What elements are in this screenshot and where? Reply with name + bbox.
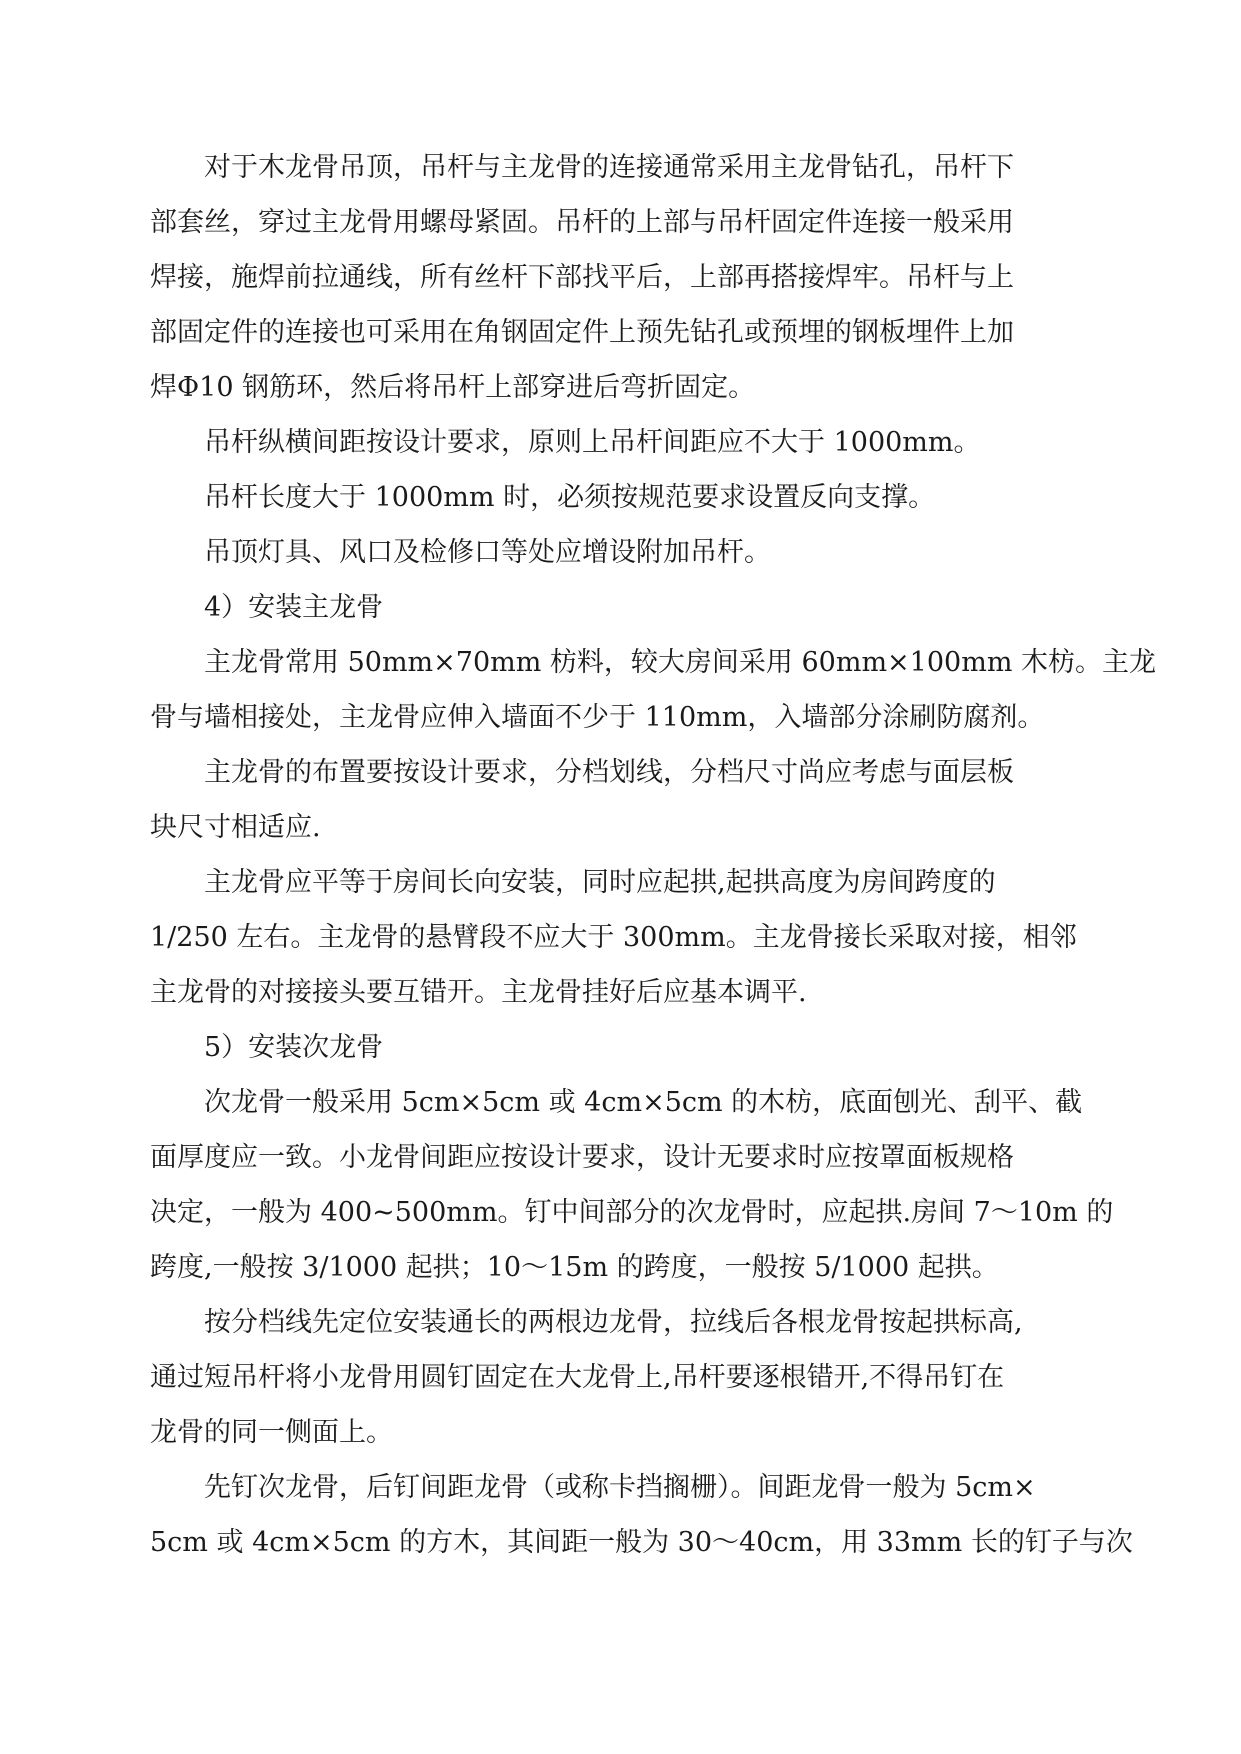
text-line: 5cm 或 4cm×5cm 的方木，其间距一般为 30～40cm，用 33mm 长的钉子与次: [150, 1527, 1133, 1558]
text-line: 骨与墙相接处，主龙骨应伸入墙面不少于 110mm，入墙部分涂刷防腐剂。: [150, 702, 1045, 733]
text-line: 面厚度应一致。小龙骨间距应按设计要求，设计无要求时应按罩面板规格: [150, 1142, 1014, 1173]
text-line: 部固定件的连接也可采用在角钢固定件上预先钻孔或预埋的钢板埋件上加: [150, 317, 1014, 348]
text-line: 部套丝，穿过主龙骨用螺母紧固。吊杆的上部与吊杆固定件连接一般采用: [150, 207, 1014, 238]
text-line: 跨度,一般按 3/1000 起拱；10～15m 的跨度，一般按 5/1000 起拱。: [150, 1252, 999, 1283]
text-line: 块尺寸相适应.: [150, 812, 321, 843]
text-line: 决定，一般为 400~500mm。钉中间部分的次龙骨时，应起拱.房间 7～10m 的: [150, 1197, 1114, 1228]
document-body: [150, 140, 1156, 1570]
text-line: 1/250 左右。主龙骨的悬臂段不应大于 300mm。主龙骨接长采取对接，相邻: [150, 922, 1077, 953]
text-line: 焊接，施焊前拉通线，所有丝杆下部找平后，上部再搭接焊牢。吊杆与上: [150, 262, 1014, 293]
text-line: 次龙骨一般采用 5cm×5cm 或 4cm×5cm 的木枋，底面刨光、刮平、截: [204, 1087, 1083, 1118]
text-line: 按分档线先定位安装通长的两根边龙骨，拉线后各根龙骨按起拱标高,: [204, 1307, 1023, 1338]
text-line: 主龙骨的对接接头要互错开。主龙骨挂好后应基本调平.: [150, 977, 807, 1008]
text-line: 通过短吊杆将小龙骨用圆钉固定在大龙骨上,吊杆要逐根错开,不得吊钉在: [150, 1362, 1005, 1393]
text-line: 主龙骨常用 50mm×70mm 枋料，较大房间采用 60mm×100mm 木枋。主龙: [204, 647, 1156, 678]
text-line: 吊顶灯具、风口及检修口等处应增设附加吊杆。: [204, 537, 771, 568]
text-line: 龙骨的同一侧面上。: [150, 1417, 393, 1448]
text-line: 焊Φ10 钢筋环，然后将吊杆上部穿进后弯折固定。: [150, 372, 756, 403]
text-line: 吊杆纵横间距按设计要求，原则上吊杆间距应不大于 1000mm。: [204, 427, 981, 458]
text-line: 吊杆长度大于 1000mm 时，必须按规范要求设置反向支撑。: [204, 482, 936, 513]
section-heading: 4）安装主龙骨: [204, 592, 384, 623]
text-line: 先钉次龙骨，后钉间距龙骨（或称卡挡搁栅）。间距龙骨一般为 5cm×: [204, 1472, 1036, 1503]
section-heading: 5）安装次龙骨: [204, 1032, 384, 1063]
text-line: 主龙骨应平等于房间长向安装，同时应起拱,起拱高度为房间跨度的: [204, 867, 996, 898]
text-line: 对于木龙骨吊顶，吊杆与主龙骨的连接通常采用主龙骨钻孔，吊杆下: [204, 152, 1014, 183]
text-line: 主龙骨的布置要按设计要求，分档划线，分档尺寸尚应考虑与面层板: [204, 757, 1014, 788]
